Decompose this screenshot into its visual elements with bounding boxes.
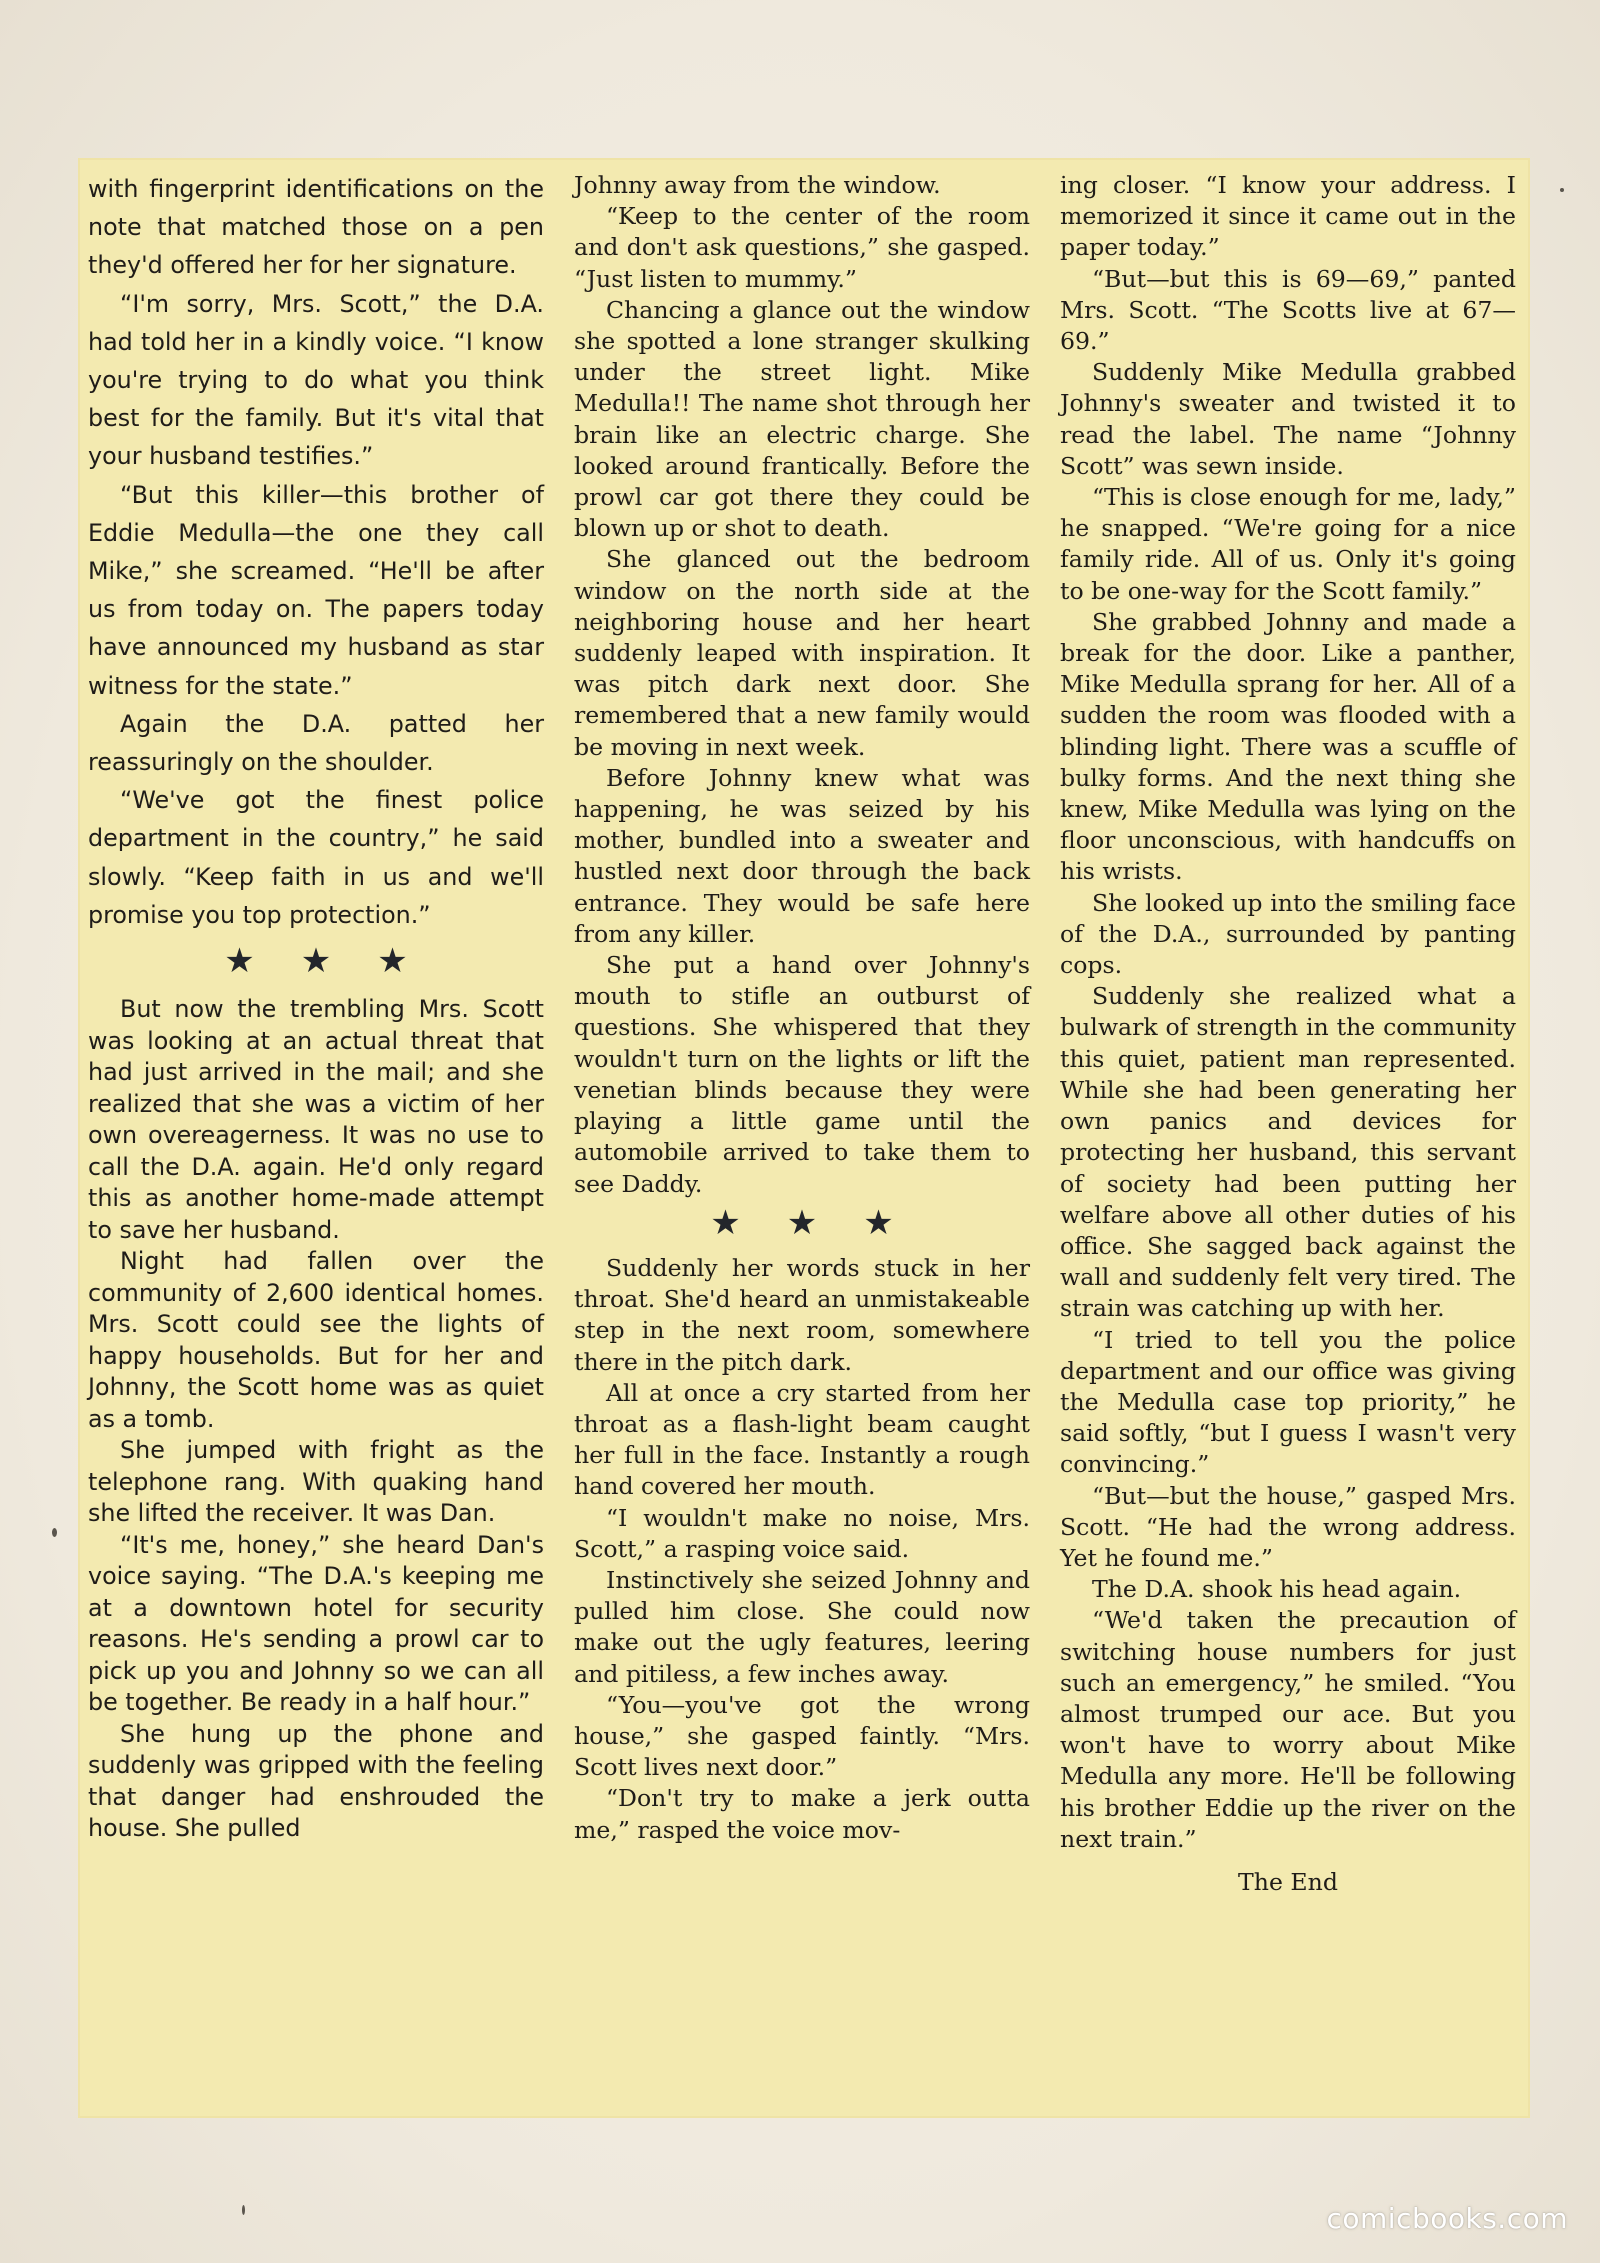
- paragraph: Johnny away from the window.: [574, 171, 941, 199]
- paragraph: “We've got the finest police department in the country,” he said slowly. “Keep faith in us and we'll promise you top protection.”: [88, 786, 544, 929]
- star-icon: ★: [863, 1202, 894, 1243]
- paragraph: Chancing a glance out the window she spotted a lone stranger skulking under the street light. Mike Medulla!! The name shot through her brain like an electric charge. She looked around frantically. Before the prowl car got there they could be blown up or shot to death.: [574, 295, 1030, 543]
- paragraph: “I wouldn't make no noise, Mrs. Scott,” a rasping voice said.: [574, 1503, 1030, 1563]
- story-ending: The End: [1238, 1867, 1338, 1896]
- paragraph: “But this killer—this brother of Eddie Medulla—the one they call Mike,” she screamed. “He'll be after us from today on. The papers today have announced my husband as star witness for the state.”: [88, 480, 544, 700]
- paragraph: “Keep to the center of the room and don't ask questions,” she gasped. “Just listen to mummy.”: [574, 202, 1030, 293]
- section-break-stars: [88, 934, 544, 994]
- paragraph: She grabbed Johnny and made a break for the door. Like a panther, Mike Medulla sprang for her. All of a sudden the room was flooded with a blinding light. There was a scuffle of bulky forms. And the next thing she knew, Mike Medulla was lying on the floor unconscious, with handcuffs on his wrists.: [1060, 607, 1516, 886]
- paragraph: The D.A. shook his head again.: [1092, 1575, 1462, 1604]
- print-speck: [52, 1528, 57, 1537]
- paragraph: But now the trembling Mrs. Scott was looking at an actual threat that had just arrived in the mail; and she realized that she was a victim of her own overeagerness. It was no use to call the D.A. again. He'd only regard this as another home-made attempt to save her husband.: [88, 995, 544, 1244]
- paragraph: Suddenly Mike Medulla grabbed Johnny's sweater and twisted it to read the label. The name “Johnny Scott” was sewn inside.: [1060, 358, 1516, 480]
- text-column-3: [1060, 170, 1516, 1898]
- paragraph: “I tried to tell you the police department and our office was giving the Medulla case top priority,” he said softly, “but I guess I wasn't very convincing.”: [1060, 1325, 1516, 1479]
- star-icon: ★: [710, 1202, 741, 1243]
- star-icon: ★: [786, 1202, 818, 1243]
- paragraph: Night had fallen over the community of 2,600 identical homes. Mrs. Scott could see the lights of happy households. But for her and Johnny, the Scott home was as quiet as a tomb.: [88, 1247, 544, 1433]
- paragraph: Before Johnny knew what was happening, he was seized by his mother, bundled into a sweater and hustled next door through the back entrance. They would be safe here from any killer.: [574, 763, 1030, 948]
- paragraph: “It's me, honey,” she heard Dan's voice saying. “The D.A.'s keeping me at a downtown hotel for security reasons. He's sending a prowl car to pick up you and Johnny so we can all be together. Be ready in a half hour.”: [88, 1530, 544, 1717]
- star-icon: ★: [224, 941, 255, 982]
- star-icon: ★: [377, 941, 408, 982]
- paragraph: with fingerprint identifications on the note that matched those on a pen they'd offered her for her signature.: [88, 175, 544, 280]
- paragraph: “We'd taken the precaution of switching house numbers for just such an emergency,” he smiled. “You almost trumped our ace. But you won't have to worry about Mike Medulla any more. He'll be following his brother Eddie up the river on the next train.”: [1060, 1606, 1516, 1853]
- print-speck: [242, 2205, 245, 2215]
- paragraph: She hung up the phone and suddenly was gripped with the feeling that danger had enshrouded the house. She pulled: [88, 1719, 544, 1843]
- paragraph: She glanced out the bedroom window on the north side at the neighboring house and her heart suddenly leaped with inspiration. It was pitch dark next door. She remembered that a new family would be moving in next week.: [574, 545, 1030, 761]
- paragraph: “You—you've got the wrong house,” she gasped faintly. “Mrs. Scott lives next door.”: [574, 1690, 1030, 1782]
- paragraph: She jumped with fright as the telephone rang. With quaking hand she lifted the receiver. It was Dan.: [88, 1436, 544, 1528]
- paragraph: Suddenly her words stuck in her throat. She'd heard an unmistakeable step in the next room, somewhere there in the pitch dark.: [574, 1253, 1030, 1376]
- site-watermark: comicbooks.com: [1326, 2202, 1568, 2235]
- paragraph: ing closer. “I know your address. I memorized it since it came out in the paper today.”: [1060, 171, 1516, 262]
- paragraph: She looked up into the smiling face of the D.A., surrounded by panting cops.: [1060, 888, 1516, 980]
- text-column-2: [574, 170, 1030, 1846]
- paragraph: Instinctively she seized Johnny and pulled him close. She could now make out the ugly features, leering and pitiless, a few inches away.: [574, 1565, 1030, 1688]
- paragraph: “Don't try to make a jerk outta me,” rasped the voice mov-: [574, 1784, 1030, 1844]
- print-speck: [1560, 188, 1564, 192]
- paragraph: “This is close enough for me, lady,” he snapped. “We're going for a nice family ride. All of us. Only it's going to be one-way for the Scott family.”: [1060, 483, 1516, 605]
- paragraph: “I'm sorry, Mrs. Scott,” the D.A. had told her in a kindly voice. “I know you're trying to do what you think best for the family. But it's vital that your husband testifies.”: [88, 289, 544, 471]
- paragraph: Suddenly she realized what a bulwark of strength in the community this quiet, patient man represented. While she had been generating her own panics and devices for protecting her husband, this servant of society had been putting her welfare above all other duties of his office. She sagged back against the wall and suddenly felt very tired. The strain was catching up with her.: [1060, 982, 1516, 1323]
- paragraph: Again the D.A. patted her reassuringly on the shoulder.: [88, 709, 544, 777]
- paragraph: “But—but the house,” gasped Mrs. Scott. “He had the wrong address. Yet he found me.”: [1060, 1481, 1516, 1572]
- paragraph: “But—but this is 69—69,” panted Mrs. Scott. “The Scotts live at 67—69.”: [1060, 264, 1516, 356]
- text-column-1: [88, 170, 544, 1845]
- paragraph: She put a hand over Johnny's mouth to stifle an outburst of questions. She whispered that they wouldn't turn on the lights or lift the venetian blinds because they were playing a little game until the automobile arrived to take them to see Daddy.: [574, 951, 1030, 1198]
- star-icon: ★: [300, 941, 332, 982]
- section-break-stars: [574, 1200, 1030, 1253]
- paragraph: All at once a cry started from her throat as a flash-light beam caught her full in the face. Instantly a rough hand covered her mouth.: [574, 1378, 1030, 1501]
